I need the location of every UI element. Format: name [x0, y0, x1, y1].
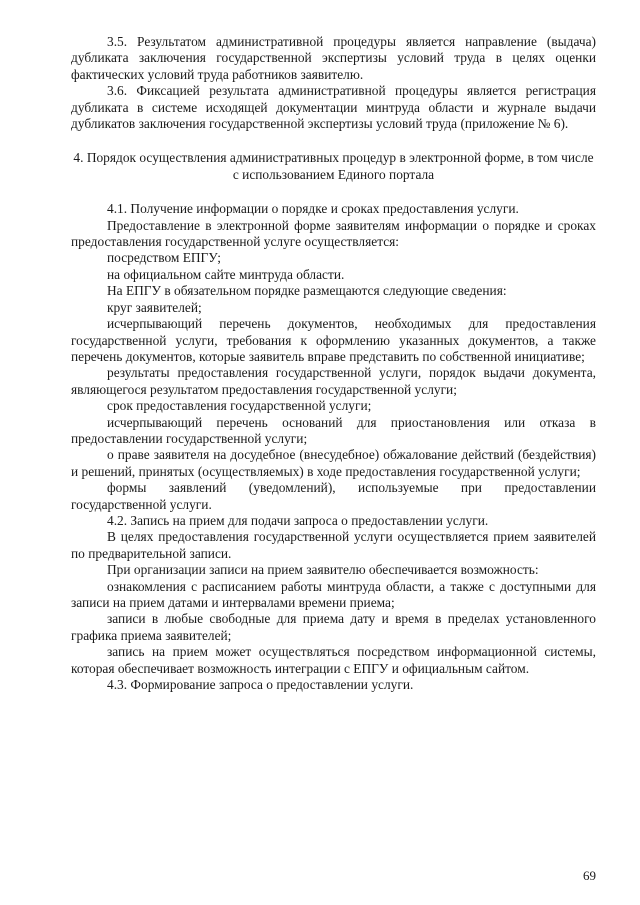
page-number: 69: [583, 868, 596, 883]
paragraph: ознакомления с расписанием работы минтруда области, а также с доступными для записи на прием датами и интервалами времени приема;: [71, 578, 596, 610]
paragraph-3-6: 3.6. Фиксацией результата административной процедуры является регистрация дубликата в системе исходящей документации минтруда области и журнале выдачи дубликатов заключения государственной экспертизы условий труда (приложение № 6).: [71, 83, 596, 132]
paragraph: исчерпывающий перечень оснований для приостановления или отказа в предоставлении государственной услуги;: [71, 414, 596, 446]
paragraph: Предоставление в электронной форме заявителям информации о порядке и сроках предоставления государственной услуге осуществляется:: [71, 217, 596, 250]
paragraph: на официальном сайте минтруда области.: [107, 266, 345, 282]
paragraph: о праве заявителя на досудебное (внесудебное) обжалование действий (бездействия) и решений, принятых (осуществляемых) в ходе предоставления государственной услуги;: [71, 447, 596, 479]
paragraph: При организации записи на прием заявителю обеспечивается возможность:: [107, 562, 539, 578]
document-body: [71, 34, 596, 693]
paragraph: 4.1. Получение информации о порядке и сроках предоставления услуги.: [107, 201, 519, 217]
paragraph: исчерпывающий перечень документов, необходимых для предоставления государственной услуги, требования к оформлению указанных документов, а также перечень документов, которые заявитель вправе представить по собственной инициативе;: [71, 316, 596, 364]
paragraph: круг заявителей;: [107, 299, 202, 315]
paragraph: 4.2. Запись на прием для подачи запроса о предоставлении услуги.: [107, 512, 489, 528]
section-heading: 4. Порядок осуществления административных процедур в электронной форме, в том числе с использованием Единого портала: [73, 150, 594, 182]
paragraph: запись на прием может осуществляться посредством информационной системы, которая обеспечивает возможность интеграции с ЕПГУ и официальным сайтом.: [71, 644, 596, 676]
paragraph: записи в любые свободные для приема дату и время в пределах установленного графика приема заявителей;: [71, 611, 596, 643]
spacer: [71, 132, 596, 150]
paragraph: На ЕПГУ в обязательном порядке размещаются следующие сведения:: [107, 283, 507, 299]
paragraph: В целях предоставления государственной услуги осуществляется прием заявителей по предварительной записи.: [71, 529, 596, 561]
paragraph: формы заявлений (уведомлений), используемые при предоставлении государственной услуги.: [71, 480, 596, 512]
paragraph-3-5: 3.5. Результатом административной процедуры является направление (выдача) дубликата заключения государственной экспертизы условий труда в целях оценки фактических условий труда работников заявителю.: [71, 34, 596, 82]
paragraph: результаты предоставления государственной услуги, порядок выдачи документа, являющегося результатом предоставления государственной услуги;: [71, 365, 596, 397]
paragraph: 4.3. Формирование запроса о предоставлении услуги.: [107, 677, 414, 693]
paragraph: срок предоставления государственной услуги;: [107, 398, 372, 414]
paragraph: посредством ЕПГУ;: [107, 250, 221, 266]
spacer: [71, 183, 596, 201]
